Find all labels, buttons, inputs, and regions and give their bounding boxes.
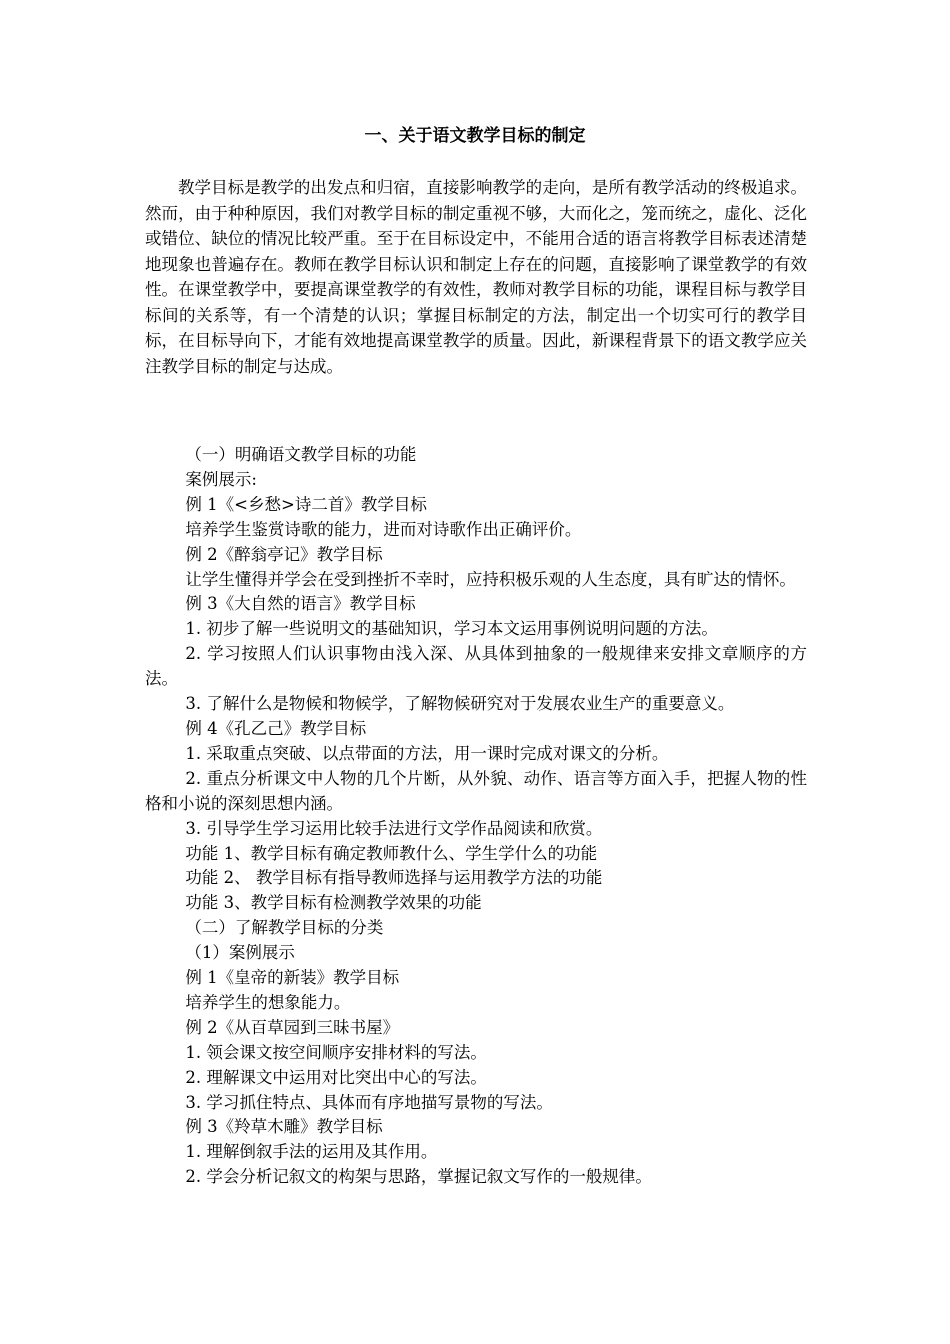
list-item: 1. 理解倒叙手法的运用及其作用。 <box>185 1142 438 1162</box>
list-item: 1. 初步了解一些说明文的基础知识，学习本文运用事例说明问题的方法。 <box>185 619 718 639</box>
function-line: 功能 3、教学目标有检测教学效果的功能 <box>185 893 482 913</box>
example-heading: 例 4《孔乙己》教学目标 <box>185 718 367 738</box>
text-line: 让学生懂得并学会在受到挫折不幸时，应持积极乐观的人生态度，具有旷达的情怀。 <box>185 569 796 589</box>
list-item: 2. 学习按照人们认识事物由浅入深、从具体到抽象的一般规律来安排文章顺序的方法。 <box>145 644 807 689</box>
list-item: 1. 采取重点突破、以点带面的方法，用一课时完成对课文的分析。 <box>185 743 669 763</box>
list-item: 2. 重点分析课文中人物的几个片断，从外貌、动作、语言等方面入手，把握人物的性格和小说的深刻思想内涵。 <box>145 768 807 813</box>
example-heading: 例 2《醉翁亭记》教学目标 <box>185 544 383 564</box>
example-heading: 例 3《大自然的语言》教学目标 <box>185 594 416 614</box>
text-line: 案例展示: <box>185 469 257 489</box>
list-item: 3. 学习抓住特点、具体而有序地描写景物的写法。 <box>185 1092 553 1112</box>
list-item: 3. 了解什么是物候和物候学，了解物候研究对于发展农业生产的重要意义。 <box>185 694 735 714</box>
text-line: 培养学生的想象能力。 <box>185 992 351 1012</box>
intro-paragraph: 教学目标是教学的出发点和归宿，直接影响教学的走向，是所有教学活动的终极追求。然而，由于种种原因，我们对教学目标的制定重视不够，大而化之，笼而统之，虚化、泛化或错位、缺位的情况比较严重。至于在目标设定中，不能用合适的语言将教学目标表述清楚地现象也普遍存在。教师在教学目标认识和制定上存在的问题，直接影响了课堂教学的有效性。在课堂教学中，要提高课堂教学的有效性，教师对教学目标的功能，课程目标与教学目标间的关系等，有一个清楚的认识；掌握目标制定的方法，制定出一个切实可行的教学目标，在目标导向下，才能有效地提高课堂教学的质量。因此，新课程背景下的语文教学应关注教学目标的制定与达成。 <box>145 178 807 376</box>
section-heading: （一）明确语文教学目标的功能 <box>185 445 417 464</box>
list-item: 1. 领会课文按空间顺序安排材料的写法。 <box>185 1042 487 1062</box>
text-line: 培养学生鉴赏诗歌的能力，进而对诗歌作出正确评价。 <box>185 519 582 539</box>
example-heading: 例 1《皇帝的新装》教学目标 <box>185 968 400 988</box>
list-item: 3. 引导学生学习运用比较手法进行文学作品阅读和欣赏。 <box>185 818 603 838</box>
example-heading: 例 2《从百草园到三昧书屋》 <box>185 1017 400 1037</box>
example-heading: 例 3《羚草木雕》教学目标 <box>185 1117 383 1137</box>
function-line: 功能 2、 教学目标有指导教师选择与运用教学方法的功能 <box>185 868 603 888</box>
document-body <box>145 443 807 1190</box>
list-item: 2. 理解课文中运用对比突出中心的写法。 <box>185 1067 487 1087</box>
section-heading: （二）了解教学目标的分类 <box>185 918 384 938</box>
page-title: 一、关于语文教学目标的制定 <box>364 126 586 146</box>
list-item: 2. 学会分析记叙文的构架与思路，掌握记叙文写作的一般规律。 <box>185 1167 652 1187</box>
function-line: 功能 1、教学目标有确定教师教什么、学生学什么的功能 <box>185 843 598 863</box>
subsection-heading: （1）案例展示 <box>185 943 295 963</box>
example-heading: 例 1《<乡愁>诗二首》教学目标 <box>185 494 427 514</box>
